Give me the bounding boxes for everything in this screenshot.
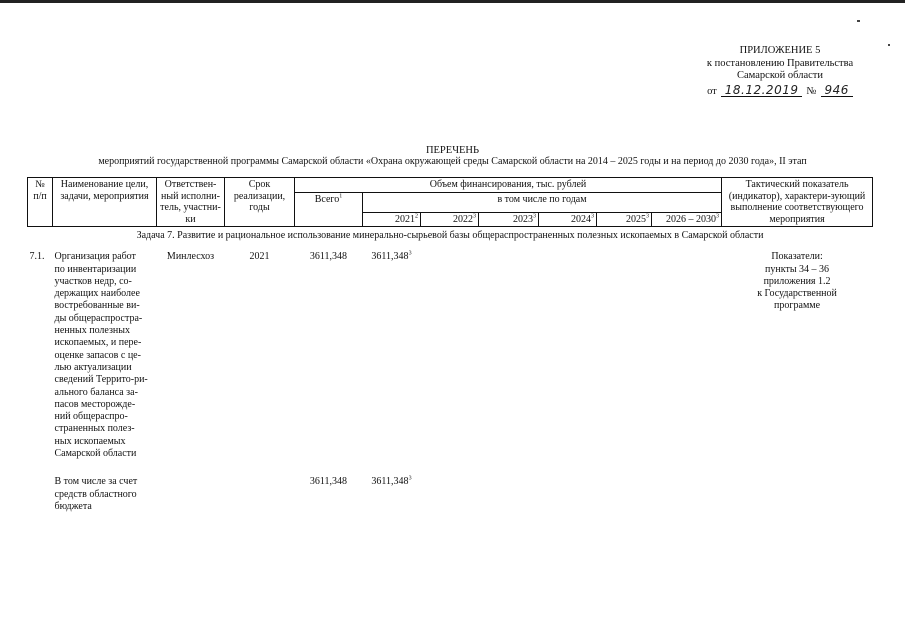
from-label: от bbox=[707, 85, 717, 97]
cell-line: держащих наиболее bbox=[54, 288, 140, 300]
cell-line: ального баланса за- bbox=[54, 386, 138, 398]
row-indicator bbox=[722, 251, 873, 460]
row-responsible: Минлесхоз bbox=[166, 251, 215, 263]
header-year: 2021$^2$ bbox=[363, 212, 421, 227]
header-total: Всего$^1$ bbox=[295, 192, 363, 227]
cell-line: оценке запасов с це- bbox=[54, 349, 141, 361]
header-name: Наименование цели, задачи, мероприятия bbox=[53, 178, 157, 227]
cell-line: Организация работ bbox=[54, 251, 136, 263]
cell-line: ненных полезных bbox=[54, 325, 131, 337]
document-title: ПЕРЕЧЕНЬ bbox=[425, 145, 480, 156]
header-year: 2022$^3$ bbox=[421, 212, 479, 227]
cell-line: ды общераспростра- bbox=[54, 312, 143, 324]
cell-line: средств областного bbox=[54, 488, 137, 500]
row-total: 3611,348 bbox=[309, 476, 348, 488]
header-year: 2024$^3$ bbox=[539, 212, 597, 227]
annex-line2: к постановлению Правительства bbox=[706, 57, 854, 69]
scan-speck bbox=[857, 20, 860, 22]
cell-line: пункты 34 – 36 bbox=[765, 263, 830, 275]
annex-title: ПРИЛОЖЕНИЕ 5 bbox=[739, 45, 821, 56]
scan-top-border bbox=[0, 0, 905, 3]
task-heading: Задача 7. Развитие и рациональное использование минерально-сырьевой базы общераспространенных полезных ископаемых в Самарской области bbox=[136, 230, 764, 241]
header-indicator: Тактический показатель (индикатор), характери-зующий выполнение соответствующего мероприятия bbox=[722, 178, 873, 227]
row-name bbox=[53, 251, 157, 460]
row-num: 7.1. bbox=[29, 251, 45, 263]
cell-line: приложения 1.2 bbox=[763, 275, 831, 287]
header-term: Срок реализации, годы bbox=[225, 178, 295, 227]
row-term: 2021 bbox=[249, 251, 270, 263]
table-row bbox=[28, 251, 873, 460]
cell-line: востребованные ви- bbox=[54, 300, 140, 312]
handwritten-number: 946 bbox=[821, 84, 853, 98]
cell-line: В том числе за счет bbox=[54, 476, 138, 488]
cell-line: бюджета bbox=[54, 500, 92, 512]
cell-line: по инвентаризации bbox=[54, 263, 137, 275]
cell-line: к Государственной bbox=[757, 288, 837, 300]
header-year: 2023$^3$ bbox=[479, 212, 539, 227]
row-2021: 3611,348$^3$ bbox=[371, 250, 412, 263]
header-by-years: в том числе по годам bbox=[363, 192, 722, 212]
header-num: № п/п bbox=[28, 178, 53, 227]
cell-line: страненных полез- bbox=[54, 423, 135, 435]
cell-line: ных ископаемых bbox=[54, 435, 126, 447]
header-year: 2026 – 2030$^3$ bbox=[652, 212, 722, 227]
cell-line: ископаемых, и пере- bbox=[54, 337, 142, 349]
cell-line: ний общераспро- bbox=[54, 411, 128, 423]
row-2021: 3611,348$^3$ bbox=[371, 476, 412, 488]
task-row bbox=[28, 227, 873, 252]
cell-line: Самарской области bbox=[54, 448, 137, 460]
cell-line: лью актуализации bbox=[54, 361, 132, 373]
row-total: 3611,348 bbox=[309, 251, 348, 263]
row-name bbox=[53, 476, 157, 513]
annex-line3: Самарской области bbox=[737, 70, 823, 81]
cell-line: участков недр, со- bbox=[54, 275, 132, 287]
cell-line: сведений Террито-ри- bbox=[54, 374, 148, 386]
header-responsible: Ответствен-ный исполни-тель, участни-ки bbox=[157, 178, 225, 227]
annex-date-number bbox=[690, 84, 870, 99]
scan-speck bbox=[888, 44, 890, 46]
measures-table bbox=[27, 177, 873, 513]
header-financing: Объем финансирования, тыс. рублей bbox=[295, 178, 722, 193]
number-label: № bbox=[806, 85, 817, 97]
handwritten-date: 18.12.2019 bbox=[721, 84, 803, 98]
annex-block bbox=[690, 45, 870, 98]
header-year: 2025$^3$ bbox=[597, 212, 652, 227]
cell-line: программе bbox=[774, 300, 821, 312]
document-subtitle: мероприятий государственной программы Самарской области «Охрана окружающей среды Самарской области на 2014 – 2025 годы и на период до 2030 года», II этап bbox=[98, 156, 807, 167]
cell-line: Показатели: bbox=[771, 251, 823, 263]
cell-line: пасов месторожде- bbox=[54, 398, 136, 410]
table-row bbox=[28, 476, 873, 513]
